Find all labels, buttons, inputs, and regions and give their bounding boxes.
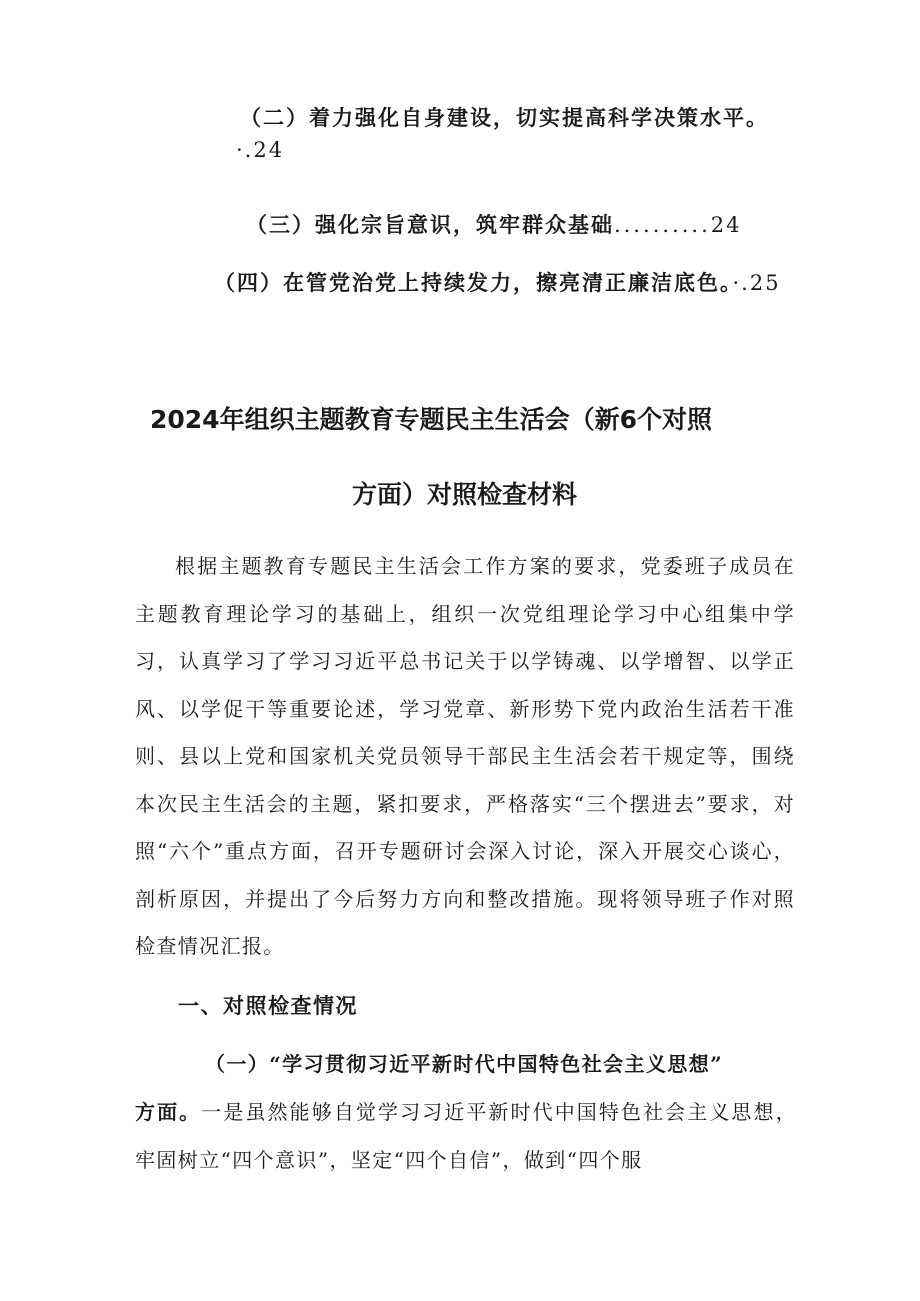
toc-item-3-dots: ..........	[614, 213, 711, 237]
toc-item-4-page: ·.25	[732, 271, 781, 295]
sub-1-heading-a: （一）“学习贯彻习近平新时代中国特色社会主义思想”	[205, 1052, 724, 1076]
toc-item-4-text: （四）在管党治党上持续发力，擦亮清正廉洁底色。	[214, 270, 733, 295]
section-1-heading: 一、对照检查情况	[178, 993, 358, 1018]
toc-item-4-row	[214, 272, 781, 294]
section-1-sub-1	[135, 1040, 797, 1184]
document-title-line1: 2024年组织主题教育专题民主生活会（新6个对照	[150, 405, 712, 434]
intro-text: 根据主题教育专题民主生活会工作方案的要求，党委班子成员在主题教育理论学习的基础上，组织一次党组理论学习中心组集中学习，认真学习了学习习近平总书记关于以学铸魂、以学增智、以学正风、以学促干等重要论述，学习党章、新形势下党内政治生活若干准则、县以上党和国家机关党员领导干部民主生活会若干规定等，围绕本次民主生活会的主题，紧扣要求，严格落实“三个摆进去”要求，对照“六个”重点方面，召开专题研讨会深入讨论，深入开展交心谈心，剖析原因，并提出了今后努力方向和整改措施。现将领导班子作对照检查情况汇报。	[135, 554, 795, 958]
toc-item-3-page: 24	[710, 213, 742, 237]
toc-item-3-row	[246, 214, 742, 236]
toc-item-2-page: ·.24	[236, 138, 285, 162]
toc-item-3-text: （三）强化宗旨意识，筑牢群众基础	[246, 212, 614, 237]
sub-1-text: 一是虽然能够自觉学习习近平新时代中国特色社会主义思想，牢固树立“四个意识”，坚定“四个自信”，做到“四个服	[135, 1100, 797, 1172]
intro-paragraph	[135, 543, 795, 971]
sub-1-heading-b: 方面。	[135, 1100, 202, 1124]
document-title-line2: 方面）对照检查材料	[352, 480, 578, 509]
toc-item-2-text: （二）着力强化自身建设，切实提高科学决策水平。	[240, 105, 769, 130]
